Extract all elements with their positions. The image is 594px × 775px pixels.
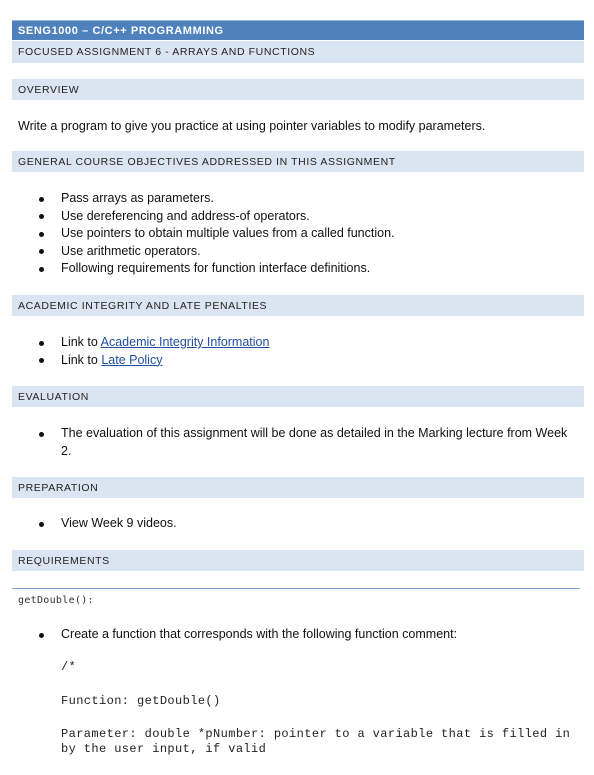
bullet-icon [39,197,44,202]
list-item [0,334,594,352]
course-title-bar [12,20,584,40]
objective-text: Use arithmetic operators. [61,243,201,258]
link-prefix: Link to [61,335,101,349]
course-title: SENG1000 – C/C++ PROGRAMMING [18,24,224,37]
objective-text: Following requirements for function interface definitions. [61,261,371,275]
objectives-heading: GENERAL COURSE OBJECTIVES ADDRESSED IN THIS ASSIGNMENT [18,155,396,168]
list-item [0,425,594,460]
list-item [0,626,594,644]
bullet-icon [39,432,44,437]
evaluation-text: The evaluation of this assignment will be done as detailed in the Marking lecture from Week 2. [61,426,568,458]
integrity-heading: ACADEMIC INTEGRITY AND LATE PENALTIES [18,299,268,312]
integrity-list [0,334,594,369]
function-name-label: getDouble(): [18,595,94,606]
evaluation-heading-bar [12,386,584,407]
overview-heading: OVERVIEW [18,83,80,96]
list-item [0,352,594,370]
bullet-icon [39,249,44,254]
bullet-icon [39,341,44,346]
integrity-heading-bar [12,295,584,316]
bullet-icon [39,522,44,527]
section-divider [12,588,580,589]
bullet-icon [39,358,44,363]
objectives-list [0,190,594,278]
objective-text: Pass arrays as parameters. [61,191,214,205]
overview-heading-bar [12,79,584,100]
preparation-list [0,515,594,533]
requirement-text: Create a function that corresponds with the following function comment: [61,627,458,641]
evaluation-heading: EVALUATION [18,390,89,403]
code-parameter-line: Parameter: double *pNumber: pointer to a variable that is filled in by the user input, if valid [61,727,578,756]
bullet-icon [39,633,44,638]
list-item [0,243,594,261]
list-item [0,515,594,533]
requirements-heading-bar [12,550,584,571]
list-item [0,208,594,226]
link-prefix: Link to [61,352,102,367]
assignment-title: FOCUSED ASSIGNMENT 6 - ARRAYS AND FUNCTIONS [18,46,316,58]
bullet-icon [39,232,44,237]
list-item [0,260,594,278]
objective-text: Use pointers to obtain multiple values from a called function. [61,226,395,240]
bullet-icon [39,267,44,272]
preparation-heading-bar [12,477,584,498]
preparation-text: View Week 9 videos. [61,516,177,530]
objectives-heading-bar [12,151,584,172]
academic-integrity-link[interactable]: Academic Integrity Information [100,335,270,349]
overview-text: Write a program to give you practice at using pointer variables to modify parameters. [18,119,486,133]
objective-text: Use dereferencing and address-of operators. [61,208,310,223]
requirements-list [0,626,594,644]
preparation-heading: PREPARATION [18,481,99,494]
code-function-line: Function: getDouble() [61,694,221,708]
late-policy-link[interactable]: Late Policy [101,352,163,367]
requirements-heading: REQUIREMENTS [18,554,110,567]
code-comment-open: /* [61,660,77,674]
bullet-icon [39,214,44,219]
assignment-title-bar [12,41,584,63]
list-item [0,190,594,208]
list-item [0,225,594,243]
evaluation-list [0,425,594,460]
